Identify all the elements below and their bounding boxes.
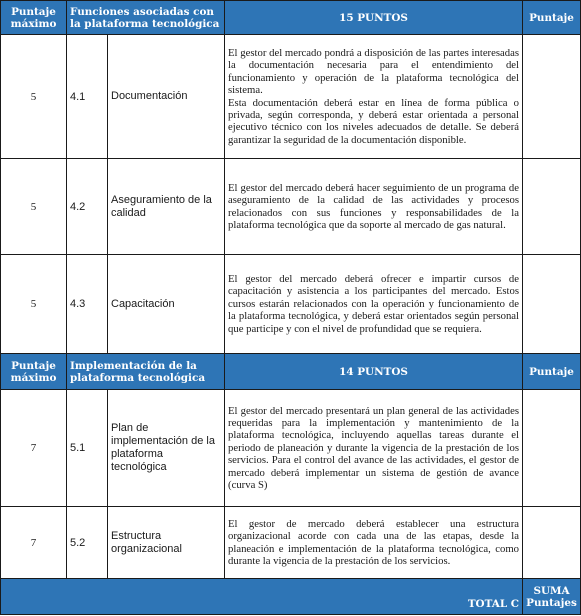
- section-title: Implementación de la plataforma tecnológica: [67, 354, 225, 390]
- function-name: Capacitación: [108, 255, 225, 354]
- function-description: [225, 35, 523, 159]
- description-paragraph: El gestor del mercado presentará un plan general de las actividades requeridas para la implementación y mantenimiento de la plataforma tecnológica, incluyendo aquellas tareas durante el periodo de planeación y durante la vigencia de la prestación de los servicios. Para el control del avance de las actividades, el gestor de mercado deberá implementar un sistema de gestión de avance (curva S): [228, 404, 520, 492]
- description-paragraph: Esta documentación deberá estar en línea de forma pública o privada, según corresponda, y deberá estar orientada a personal ejecutivo técnico con los niveles adecuados de detalle. Se deberá garantizar la seguridad de la documentación disponible.: [228, 96, 520, 146]
- section-points: 14 PUNTOS: [225, 354, 523, 390]
- item-code: 4.1: [67, 35, 108, 159]
- total-label: TOTAL C: [1, 579, 523, 615]
- function-description: [225, 159, 523, 255]
- function-name: Documentación: [108, 35, 225, 159]
- total-sum: SUMA Puntajes: [523, 579, 581, 615]
- score-cell[interactable]: [523, 35, 581, 159]
- puntaje-header: Puntaje: [523, 354, 581, 390]
- table-row: [1, 390, 581, 507]
- item-code: 5.2: [67, 507, 108, 579]
- table-row: [1, 159, 581, 255]
- description-paragraph: El gestor del mercado deberá ofrecer e impartir cursos de capacitación y asistencia a los participantes del mercado. Estos cursos estarán relacionados con la operación y funcionamiento de la plataforma tecnológica, y deberá estar orientados según personal que participe y con el nivel de profundidad que se requiera.: [228, 272, 520, 335]
- item-code: 4.2: [67, 159, 108, 255]
- score-cell[interactable]: [523, 507, 581, 579]
- total-row: [1, 579, 581, 615]
- function-name: Estructura organizacional: [108, 507, 225, 579]
- score-header: Puntaje máximo: [1, 1, 67, 35]
- max-score: 5: [1, 35, 67, 159]
- max-score: 7: [1, 390, 67, 507]
- section2-header-row: [1, 354, 581, 390]
- max-score: 5: [1, 255, 67, 354]
- max-score: 5: [1, 159, 67, 255]
- table-row: [1, 35, 581, 159]
- score-cell[interactable]: [523, 159, 581, 255]
- function-name: Plan de implementación de la plataforma tecnológica: [108, 390, 225, 507]
- description-paragraph: El gestor del mercado deberá hacer seguimiento de un programa de aseguramiento de la calidad de las actividades y procesos relacionados con sus funciones y responsabilidades de la plataforma tecnológica que da soporte al mercado de gas natural.: [228, 181, 520, 231]
- function-name: Aseguramiento de la calidad: [108, 159, 225, 255]
- table-row: [1, 255, 581, 354]
- section1-header-row: [1, 1, 581, 35]
- item-code: 4.3: [67, 255, 108, 354]
- score-cell[interactable]: [523, 255, 581, 354]
- score-header: Puntaje máximo: [1, 354, 67, 390]
- puntaje-header: Puntaje: [523, 1, 581, 35]
- function-description: [225, 507, 523, 579]
- function-description: [225, 390, 523, 507]
- max-score: 7: [1, 507, 67, 579]
- description-paragraph: El gestor del mercado pondrá a disposición de las partes interesadas la documentación necesaria para el entendimiento del funcionamiento y operación de la plataforma tecnológica del sistema.: [228, 46, 520, 97]
- description-paragraph: El gestor de mercado deberá establecer una estructura organizacional acorde con cada una de las etapas, desde la planeación e implementación de la plataforma tecnológica, como durante la vigencia de la prestación de los servicios.: [228, 517, 520, 567]
- section-points: 15 PUNTOS: [225, 1, 523, 35]
- section-title: Funciones asociadas con la plataforma tecnológica: [67, 1, 225, 35]
- table-row: [1, 507, 581, 579]
- item-code: 5.1: [67, 390, 108, 507]
- score-cell[interactable]: [523, 390, 581, 507]
- function-description: [225, 255, 523, 354]
